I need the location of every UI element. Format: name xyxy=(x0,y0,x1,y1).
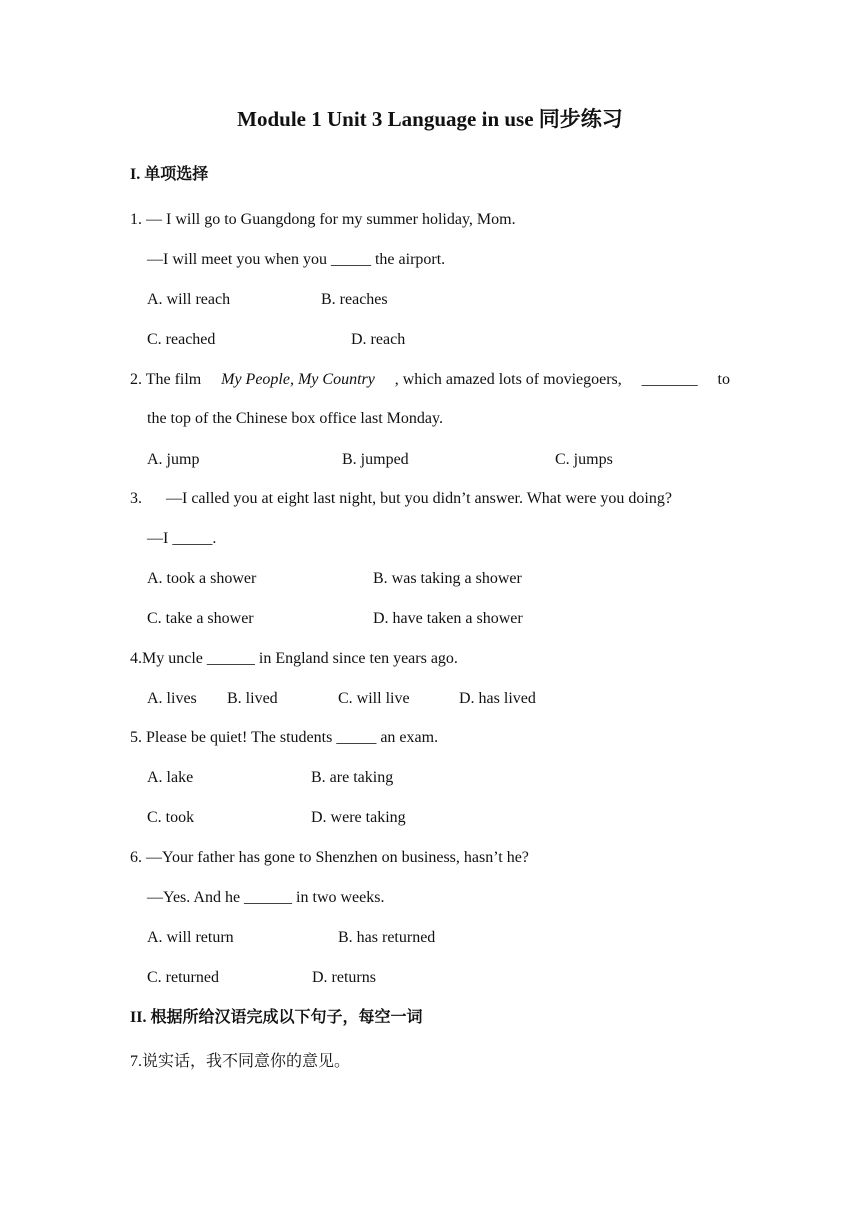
question-6-option-b: B. has returned xyxy=(338,929,436,946)
section-heading-1: I. 单项选择 xyxy=(130,166,209,183)
question-2-blank: _______ xyxy=(641,371,698,388)
page-title: Module 1 Unit 3 Language in use 同步练习 xyxy=(237,107,623,131)
question-6-line-2: —Yes. And he ______ in two weeks. xyxy=(147,889,385,906)
question-5-option-c: C. took xyxy=(147,809,195,826)
section-heading-2: II. 根据所给汉语完成以下句子，每空一词 xyxy=(130,1009,423,1026)
question-1-option-a: A. will reach xyxy=(147,291,231,308)
question-7-line-1: 7.说实话，我不同意你的意见。 xyxy=(130,1053,351,1070)
question-3-option-d: D. have taken a shower xyxy=(373,610,523,627)
question-6-line-1: 6. —Your father has gone to Shenzhen on business, hasn’t he? xyxy=(130,849,529,866)
question-3-option-b: B. was taking a shower xyxy=(373,570,522,587)
question-4-option-c: C. will live xyxy=(338,690,410,707)
question-1-option-c: C. reached xyxy=(147,331,216,348)
question-2-end: to xyxy=(717,371,730,388)
question-3-line-2: —I _____. xyxy=(147,530,217,547)
question-2-option-b: B. jumped xyxy=(342,451,409,468)
question-1-line-1: 1. — I will go to Guangdong for my summer holiday, Mom. xyxy=(130,211,516,228)
question-4-option-a: A. lives xyxy=(147,690,197,707)
question-4-line-1: 4.My uncle ______ in England since ten years ago. xyxy=(130,650,458,667)
question-2-line-1 xyxy=(130,368,730,392)
question-5-line-1: 5. Please be quiet! The students _____ an exam. xyxy=(130,729,439,746)
question-3-option-c: C. take a shower xyxy=(147,610,254,627)
question-5-option-b: B. are taking xyxy=(311,769,394,786)
question-6-option-d: D. returns xyxy=(312,969,376,986)
question-4-option-b: B. lived xyxy=(227,690,278,707)
question-5-option-a: A. lake xyxy=(147,769,194,786)
question-4-option-d: D. has lived xyxy=(459,690,536,707)
question-5-option-d: D. were taking xyxy=(311,809,406,826)
question-1-option-d: D. reach xyxy=(351,331,406,348)
question-2-option-a: A. jump xyxy=(147,451,200,468)
question-6-option-a: A. will return xyxy=(147,929,234,946)
question-2-pre: 2. The film xyxy=(130,371,202,388)
question-1-option-b: B. reaches xyxy=(321,291,388,308)
question-1-line-2: —I will meet you when you _____ the airport. xyxy=(147,251,446,268)
question-3-option-a: A. took a shower xyxy=(147,570,257,587)
film-title: My People, My Country xyxy=(221,371,375,388)
question-6-option-c: C. returned xyxy=(147,969,219,986)
question-3-line-1: 3. —I called you at eight last night, but you didn’t answer. What were you doing? xyxy=(130,490,672,507)
question-2-line-2: the top of the Chinese box office last Monday. xyxy=(147,410,443,427)
question-2-post: , which amazed lots of moviegoers, xyxy=(394,371,622,388)
question-2-option-c: C. jumps xyxy=(555,451,613,468)
